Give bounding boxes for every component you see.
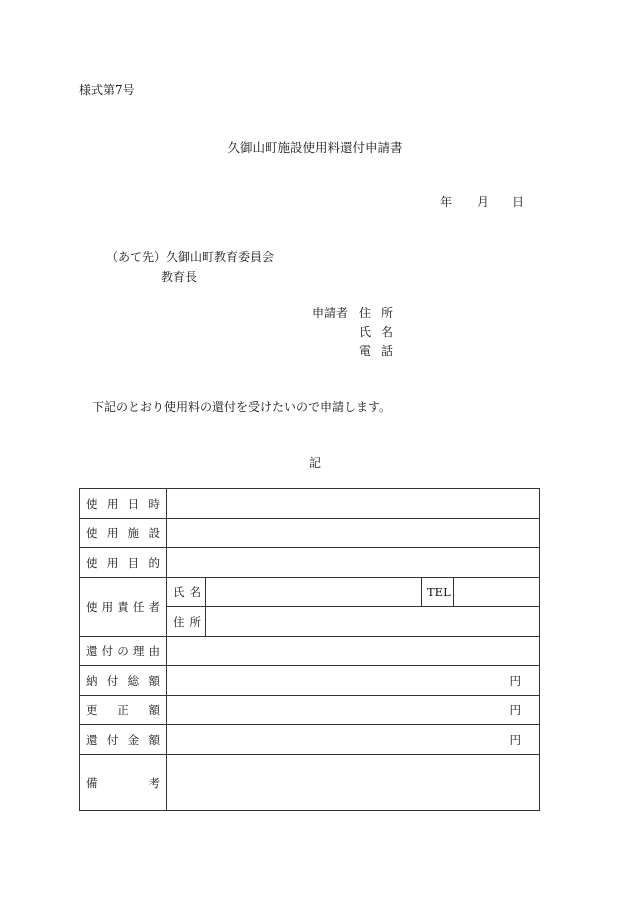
refund-reason-label — [80, 637, 167, 666]
yen-unit: 円 — [509, 703, 521, 717]
usage-datetime-label — [80, 489, 167, 519]
table-row-correction-amount — [80, 696, 540, 725]
label-char: 用 — [106, 496, 119, 511]
label-char: 付 — [106, 673, 119, 688]
label-char: 考 — [148, 776, 160, 790]
label-char: 由 — [148, 644, 160, 658]
responsible-address-field[interactable] — [206, 607, 540, 637]
label-char: 使 — [86, 600, 98, 614]
applicant-label: 申請者 — [312, 306, 349, 320]
tel-label: TEL — [422, 578, 454, 607]
date-day-label: 日 — [512, 195, 525, 209]
document-title: 久御山町施設使用料還付申請書 — [227, 140, 403, 155]
responsible-name-label — [167, 578, 206, 607]
refund-reason-field[interactable] — [167, 637, 540, 666]
label-char: 額 — [148, 673, 160, 688]
label-char: 総 — [127, 673, 140, 688]
table-row-facility — [80, 519, 540, 548]
label-char: 使 — [86, 526, 98, 540]
label-char: 正 — [117, 703, 129, 717]
label-char: 任 — [132, 600, 145, 614]
label-char: 使 — [86, 496, 98, 511]
facility-label — [80, 519, 167, 548]
applicant-phone-label: 電話 — [359, 344, 404, 358]
label-char: 設 — [148, 526, 160, 540]
label-char: 備 — [86, 776, 98, 790]
table-row-usage-datetime — [80, 489, 540, 519]
label-char: 用 — [101, 600, 114, 614]
label-char: 者 — [148, 600, 160, 614]
label-char: 名 — [189, 585, 201, 599]
label-char: 還 — [86, 732, 98, 747]
table-row-remarks — [80, 755, 540, 811]
purpose-label — [80, 548, 167, 578]
label-char: 的 — [148, 555, 160, 570]
facility-field[interactable] — [167, 519, 540, 548]
remarks-field[interactable] — [167, 755, 540, 811]
correction-amount-label — [80, 696, 167, 725]
applicant-name-label: 氏名 — [359, 325, 404, 339]
label-char: 付 — [106, 732, 119, 747]
applicant-address-label: 住所 — [359, 306, 404, 320]
date-month-label: 月 — [477, 195, 490, 209]
label-char: 氏 — [173, 585, 185, 599]
label-char: 住 — [173, 614, 185, 629]
label-char: 用 — [106, 526, 119, 540]
label-char: 責 — [117, 600, 129, 614]
label-char: 更 — [86, 703, 98, 717]
label-char: 金 — [127, 732, 140, 747]
label-char: 還 — [86, 644, 98, 658]
label-char: 施 — [127, 526, 140, 540]
date-year-label: 年 — [440, 195, 453, 209]
table-row-purpose — [80, 548, 540, 578]
refund-amount-field[interactable] — [167, 725, 540, 755]
label-char: 納 — [86, 673, 98, 688]
label-char: 用 — [106, 555, 119, 570]
label-char: 使 — [86, 555, 98, 570]
remarks-label — [80, 755, 167, 811]
tel-field[interactable] — [454, 578, 540, 607]
addressee-line-1: （あて先）久御山町教育委員会 — [106, 250, 275, 264]
table-row-responsible-name — [80, 578, 540, 607]
correction-amount-field[interactable] — [167, 696, 540, 725]
intro-text: 下記のとおり使用料の還付を受けたいので申請します。 — [92, 400, 392, 414]
responsible-address-label — [167, 607, 206, 637]
usage-datetime-field[interactable] — [167, 489, 540, 519]
table-row-refund-reason — [80, 637, 540, 666]
total-paid-label — [80, 666, 167, 696]
responsible-name-field[interactable] — [206, 578, 422, 607]
application-form-table — [79, 488, 540, 811]
label-char: 理 — [132, 644, 145, 658]
table-row-total-paid — [80, 666, 540, 696]
yen-unit: 円 — [509, 673, 521, 688]
label-char: 額 — [148, 732, 160, 747]
label-char: 目 — [127, 555, 140, 570]
responsible-person-label — [80, 578, 167, 637]
table-row-refund-amount — [80, 725, 540, 755]
label-char: 日 — [127, 496, 140, 511]
label-char: 所 — [189, 614, 201, 629]
total-paid-field[interactable] — [167, 666, 540, 696]
form-number: 様式第7号 — [79, 83, 135, 97]
ki-heading: 記 — [308, 456, 321, 470]
label-char: の — [117, 644, 129, 658]
addressee-line-2: 教育長 — [161, 270, 198, 284]
label-char: 時 — [148, 496, 160, 511]
purpose-field[interactable] — [167, 548, 540, 578]
label-char: 額 — [148, 703, 160, 717]
refund-amount-label — [80, 725, 167, 755]
yen-unit: 円 — [509, 732, 521, 747]
label-char: 付 — [101, 644, 114, 658]
